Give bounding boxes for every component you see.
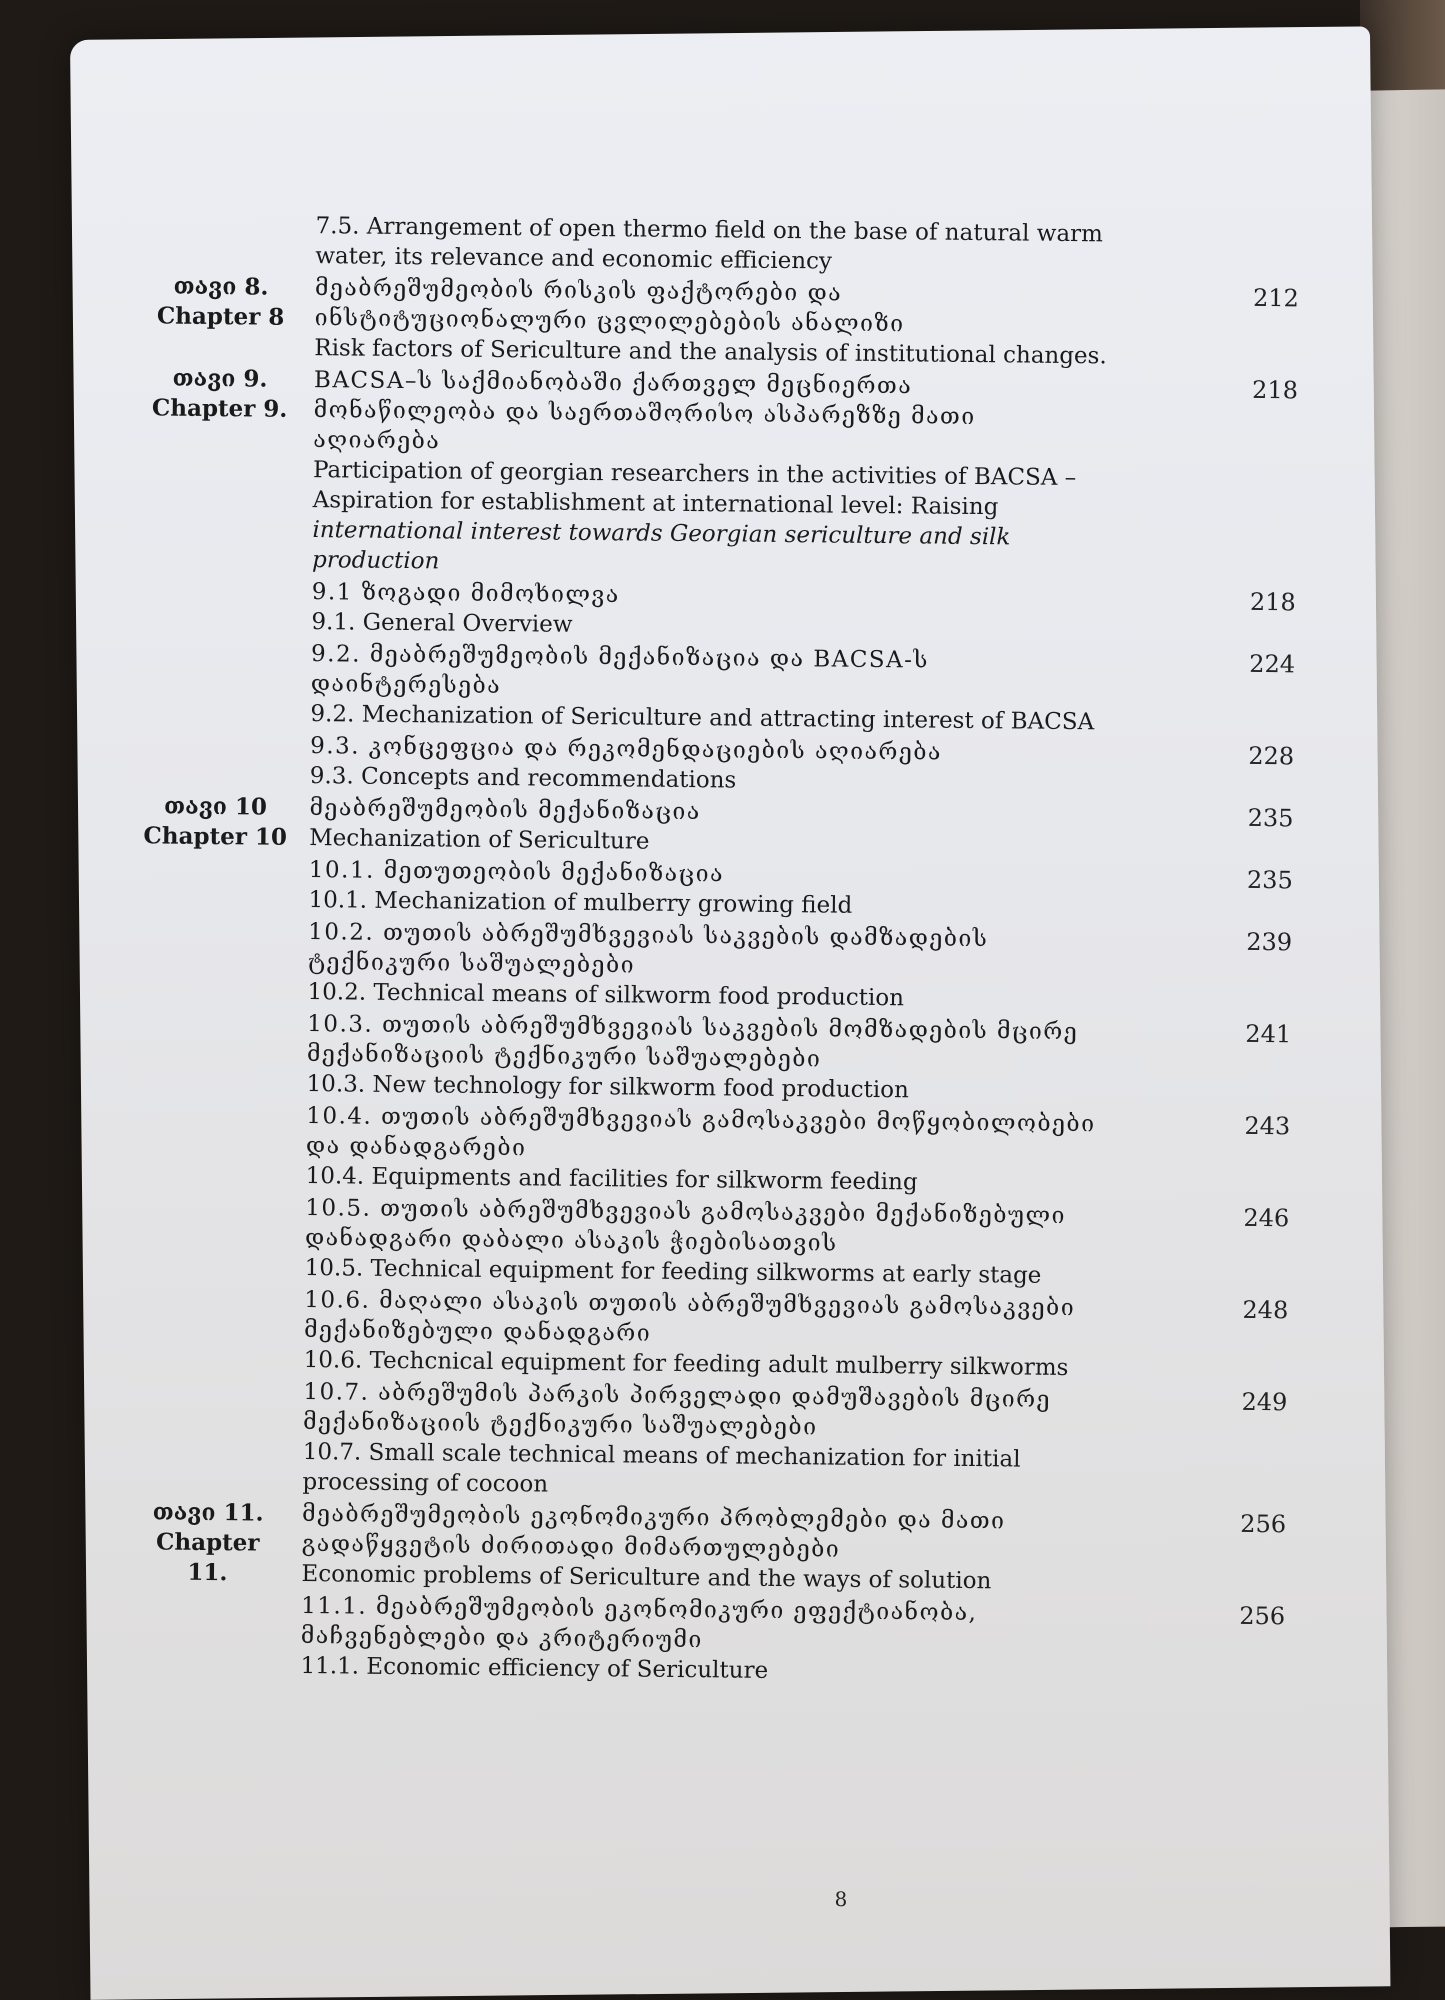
toc-entry xyxy=(141,209,1392,282)
entry-title-line: 11.1. მეაბრეშუმეობის ეკონომიკური ეფექტიანობა, xyxy=(301,1593,978,1627)
entry-title xyxy=(309,793,1180,862)
toc-entry xyxy=(134,853,1385,926)
toc-entry xyxy=(135,791,1386,864)
entry-title xyxy=(307,917,1178,1016)
entry-title-line: 10.3. New technology for silkworm food production xyxy=(306,1071,909,1104)
entry-title-line: production xyxy=(311,547,440,575)
toc-entry xyxy=(130,1283,1381,1386)
chapter-label: თავი 10 Chapter 10 xyxy=(143,792,288,851)
entry-title-line: water, its relevance and economic efficiency xyxy=(315,243,833,275)
entry-title xyxy=(304,1285,1175,1384)
toc-entry xyxy=(140,271,1391,374)
entry-page-number: 235 xyxy=(1247,803,1294,833)
table-of-contents xyxy=(126,209,1391,1694)
entry-title-line: 7.5. Arrangement of open thermo field on the base of natural warm xyxy=(315,213,1104,248)
entry-page-number: 241 xyxy=(1245,1019,1292,1049)
entry-page-number: 228 xyxy=(1248,741,1295,771)
entry-title-line: გადაწყვეტის ძირითადი მიმართულებები xyxy=(301,1531,841,1563)
entry-title-line: 9.1 ზოგადი მიმოხილვა xyxy=(311,579,620,609)
chapter-label xyxy=(128,1375,289,1497)
chapter-label xyxy=(133,915,294,1007)
toc-entry xyxy=(137,575,1388,648)
entry-page-number: 235 xyxy=(1246,865,1293,895)
entry-page-number: 218 xyxy=(1249,587,1296,617)
entry-title-line: მაჩვენებლები და კრიტერიუმი xyxy=(300,1623,703,1654)
entry-title-line: მექანიზაციის ტექნიკური საშუალებები xyxy=(306,1041,822,1073)
entry-title-line: Mechanization of Sericulture xyxy=(309,825,650,855)
entry-page-number: 212 xyxy=(1252,283,1300,313)
entry-title-line: 9.2. მეაბრეშუმეობის მექანიზაცია და BACSA-ს xyxy=(310,641,930,674)
chapter-label: თავი 9. Chapter 9. xyxy=(151,364,288,423)
entry-title-line: 10.1. მეთუთეობის მექანიზაცია xyxy=(308,857,725,888)
entry-title xyxy=(300,1591,1171,1690)
entry-title-line: 9.2. Mechanization of Sericulture and attracting interest of BACSA xyxy=(310,701,1095,736)
entry-title-line: მონაწილეობა და საერთაშორისო ასპარეზზე მათი xyxy=(313,397,976,431)
entry-title xyxy=(308,855,1179,924)
entry-title-line: BACSA–ს საქმიანობაში ქართველ მეცნიერთა xyxy=(313,367,913,400)
entry-title-line: 10.3. თუთის აბრეშუმხვევიას საკვების მომზადების მცირე xyxy=(307,1011,1079,1046)
toc-entry xyxy=(131,1191,1382,1294)
entry-title-line: მეაბრეშუმეობის რისკის ფაქტორები და xyxy=(314,275,843,307)
toc-entry xyxy=(136,729,1387,802)
entry-title-line: დაინტერესება xyxy=(310,671,502,700)
entry-title-line: processing of cocoon xyxy=(302,1469,549,1498)
page-number-footer: 8 xyxy=(834,1886,848,1912)
chapter-label xyxy=(126,1589,287,1681)
entry-title-line: 10.2. Technical means of silkworm food production xyxy=(307,979,905,1012)
chapter-label xyxy=(137,575,298,637)
entry-title-line: მეაბრეშუმეობის ეკონომიკური პრობლემები და მათი xyxy=(301,1501,1006,1535)
toc-entry xyxy=(136,637,1387,740)
entry-title xyxy=(302,1377,1173,1506)
entry-title-line: 9.3. კონცეფცია და რეკომენდაციების აღიარება xyxy=(310,733,943,766)
entry-title-line: 10.6. მაღალი ასაკის თუთის აბრეშუმხვევიას გამოსაკვები xyxy=(304,1287,1076,1322)
entry-page-number: 256 xyxy=(1239,1601,1286,1631)
entry-page-number: 249 xyxy=(1241,1387,1288,1417)
chapter-label: თავი 11. Chapter 11. xyxy=(152,1498,264,1587)
entry-title xyxy=(312,365,1184,584)
entry-title-line: მეაბრეშუმეობის მექანიზაცია xyxy=(309,795,701,826)
chapter-label xyxy=(132,1099,293,1191)
entry-title xyxy=(310,731,1181,800)
entry-title xyxy=(315,211,1186,280)
entry-title-line: მექანიზებული დანადგარი xyxy=(303,1317,652,1347)
chapter-label xyxy=(131,1191,292,1283)
entry-page-number xyxy=(1199,220,1300,281)
entry-page-number: 239 xyxy=(1246,927,1293,957)
entry-page-number: 246 xyxy=(1243,1203,1290,1233)
chapter-label: თავი 8. Chapter 8 xyxy=(156,272,285,331)
toc-entry xyxy=(127,1497,1378,1600)
entry-page-number: 218 xyxy=(1251,375,1299,405)
chapter-label xyxy=(141,209,302,271)
entry-title xyxy=(311,577,1182,646)
entry-title-line: დანადგარი დაბალი ასაკის ჭიებისათვის xyxy=(304,1225,838,1257)
entry-title-line: 10.7. აბრეშუმის პარკის პირველადი დამუშავების მცირე xyxy=(303,1379,1052,1413)
entry-title-line: 9.3. Concepts and recommendations xyxy=(309,763,737,794)
entry-title-line: 11.1. Economic efficiency of Sericulture xyxy=(300,1653,769,1684)
entry-title-line: ინსტიტუციონალური ცვლილებების ანალიზი xyxy=(314,305,905,338)
toc-entry xyxy=(132,1007,1383,1110)
entry-title-line: Aspiration for establishment at international level: Raising xyxy=(312,487,999,521)
entry-title-line: Economic problems of Sericulture and the ways of solution xyxy=(301,1561,992,1595)
toc-entry xyxy=(133,915,1384,1018)
entry-title-line: 9.1. General Overview xyxy=(311,609,573,638)
chapter-label xyxy=(132,1007,293,1099)
entry-title xyxy=(305,1193,1176,1292)
entry-page-number: 256 xyxy=(1240,1509,1287,1539)
entry-title-line: 10.4. თუთის აბრეშუმხვევიას გამოსაკვები მოწყობილობები xyxy=(306,1103,1096,1138)
entry-title-line: Risk factors of Sericulture and the analysis of institutional changes. xyxy=(314,335,1107,370)
chapter-label xyxy=(136,729,297,791)
entry-title-line: და დანადგარები xyxy=(305,1133,527,1162)
toc-entry xyxy=(128,1375,1379,1508)
entry-title-line: 10.4. Equipments and facilities for silkworm feeding xyxy=(305,1163,918,1196)
entry-title-line: აღიარება xyxy=(313,427,441,455)
chapter-label xyxy=(134,853,295,915)
entry-title xyxy=(306,1101,1177,1200)
entry-title-line: Participation of georgian researchers in the activities of BACSA – xyxy=(312,457,1077,492)
entry-title xyxy=(310,639,1181,738)
toc-entry xyxy=(126,1589,1377,1692)
entry-title-line: international interest towards Georgian sericulture and silk xyxy=(312,517,1011,551)
book-page xyxy=(70,26,1390,2000)
entry-title-line: მექანიზაციის ტექნიკური საშუალებები xyxy=(302,1409,818,1441)
entry-title-line: 10.5. Technical equipment for feeding silkworms at early stage xyxy=(304,1255,1042,1289)
entry-title xyxy=(306,1009,1177,1108)
entry-title-line: 10.2. თუთის აბრეშუმხვევიას საკვების დამზადების xyxy=(308,919,989,953)
entry-title-line: 10.5. თუთის აბრეშუმხვევიას გამოსაკვები მექანიზებული xyxy=(305,1195,1067,1229)
entry-page-number: 243 xyxy=(1244,1111,1291,1141)
entry-page-number: 224 xyxy=(1249,649,1296,679)
toc-entry xyxy=(132,1099,1383,1202)
entry-page-number: 248 xyxy=(1242,1295,1289,1325)
chapter-label xyxy=(136,637,297,729)
entry-title-line: 10.1. Mechanization of mulberry growing field xyxy=(308,887,853,919)
entry-title xyxy=(301,1499,1172,1598)
toc-entry xyxy=(138,363,1390,586)
entry-title xyxy=(314,273,1185,372)
entry-title-line: 10.6. Techcnical equipment for feeding adult mulberry silkworms xyxy=(303,1347,1069,1382)
entry-title-line: 10.7. Small scale technical means of mechanization for initial xyxy=(302,1439,1021,1473)
chapter-label xyxy=(130,1283,291,1375)
entry-title-line: ტექნიკური საშუალებები xyxy=(307,949,636,979)
